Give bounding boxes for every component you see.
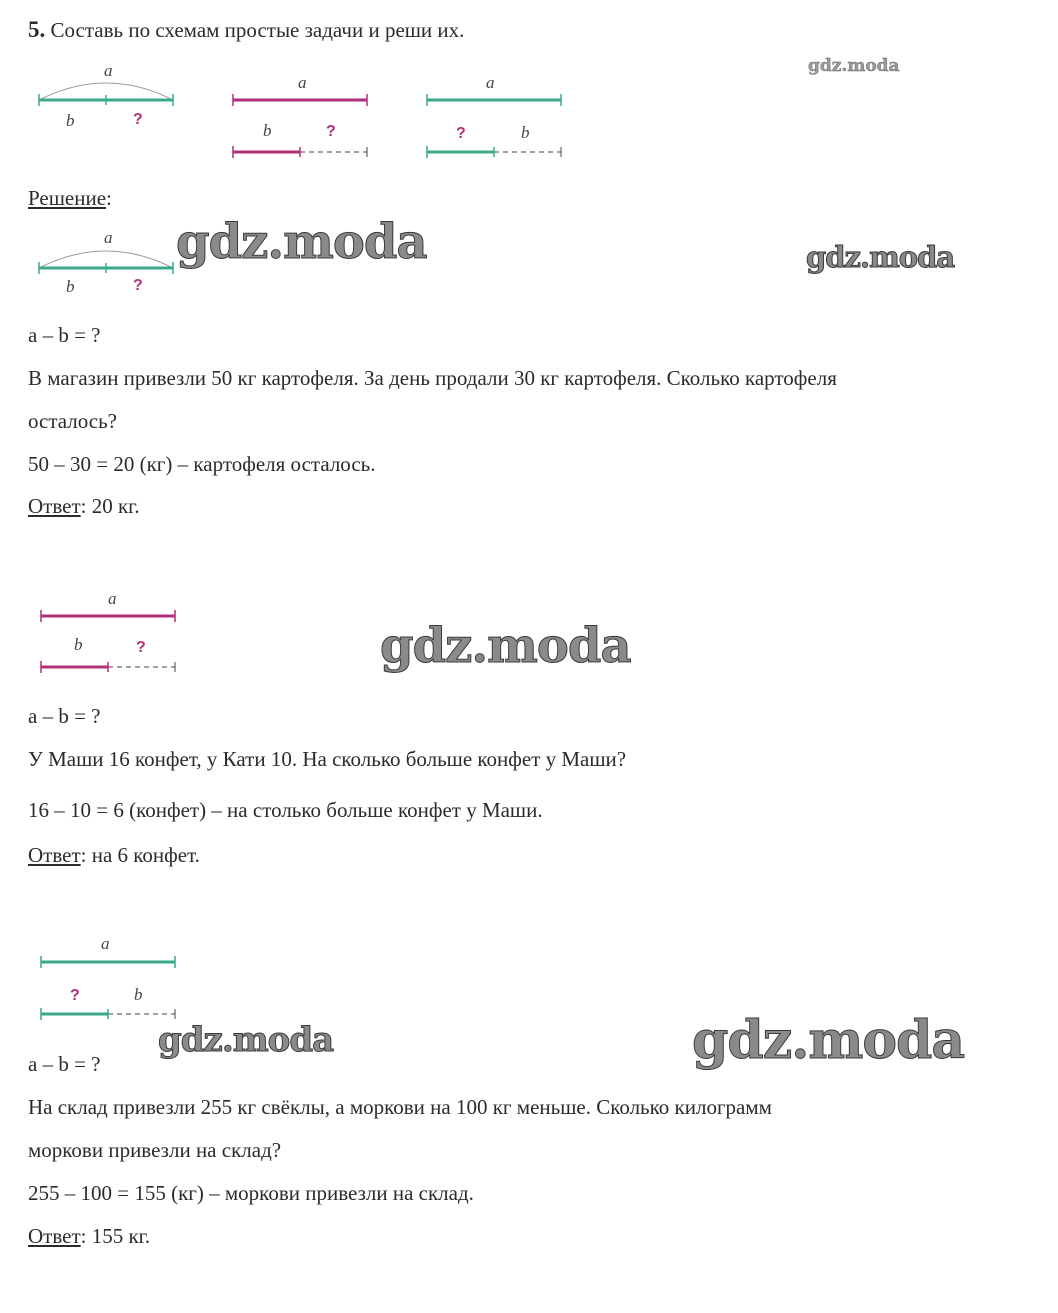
problem-3-line1: На склад привезли 255 кг свёклы, а моркови на 100 кг меньше. Сколько килограмм xyxy=(28,1095,772,1119)
problem-3-line2: моркови привезли на склад? xyxy=(28,1138,282,1162)
label-b: b xyxy=(521,123,530,142)
problem-2-line1: У Маши 16 конфет, у Кати 10. На сколько больше конфет у Маши? xyxy=(28,747,627,771)
answer-label: Ответ xyxy=(28,843,81,867)
solution-label: Решение xyxy=(28,186,107,210)
answer-2 xyxy=(28,843,200,867)
scheme-top-1 xyxy=(36,56,181,136)
label-question: ? xyxy=(133,111,143,128)
answer-value: : 155 кг. xyxy=(80,1224,151,1248)
calc-3: 255 – 100 = 155 (кг) – моркови привезли на склад. xyxy=(28,1181,474,1205)
answer-label: Ответ xyxy=(28,1224,81,1248)
problem-1-line1: В магазин привезли 50 кг картофеля. За день продали 30 кг картофеля. Сколько картофеля xyxy=(28,366,837,390)
watermark-5: gdz.moda xyxy=(692,1010,965,1071)
formula-2: a – b = ? xyxy=(28,704,101,728)
label-question: ? xyxy=(456,125,466,142)
label-question: ? xyxy=(136,639,146,656)
watermark-3: gdz.moda xyxy=(380,618,631,674)
watermark-top: gdz.moda xyxy=(808,56,900,76)
problem-1-line2: осталось? xyxy=(28,409,118,433)
label-b: b xyxy=(66,277,75,296)
label-b: b xyxy=(74,635,83,654)
answer-1 xyxy=(28,494,140,518)
calc-1: 50 – 30 = 20 (кг) – картофеля осталось. xyxy=(28,452,376,476)
label-question: ? xyxy=(326,123,336,140)
task-header xyxy=(28,18,464,42)
scheme-top-3 xyxy=(424,66,569,161)
label-a: a xyxy=(104,228,113,247)
answer-3 xyxy=(28,1224,150,1248)
formula-1: a – b = ? xyxy=(28,323,101,347)
task-prompt: Составь по схемам простые задачи и реши их. xyxy=(50,18,465,42)
scheme-part-2 xyxy=(38,584,183,679)
label-a: a xyxy=(298,73,307,92)
watermark-1: gdz.moda xyxy=(176,214,427,270)
label-b: b xyxy=(263,121,272,140)
label-a: a xyxy=(104,61,113,80)
scheme-part-1 xyxy=(36,226,181,296)
watermark-2: gdz.moda xyxy=(806,240,955,274)
label-question: ? xyxy=(133,277,143,294)
calc-2: 16 – 10 = 6 (конфет) – на столько больше конфет у Маши. xyxy=(28,798,543,822)
label-b: b xyxy=(66,111,75,130)
label-a: a xyxy=(486,73,495,92)
label-a: a xyxy=(101,934,110,953)
solution-heading: Решение: xyxy=(28,186,112,210)
answer-value: : на 6 конфет. xyxy=(80,843,200,867)
scheme-top-2 xyxy=(230,66,375,161)
task-number: 5. xyxy=(28,17,46,42)
label-a: a xyxy=(108,589,117,608)
formula-3: a – b = ? xyxy=(28,1052,101,1076)
watermark-4: gdz.moda xyxy=(158,1020,334,1060)
answer-value: : 20 кг. xyxy=(80,494,140,518)
label-question: ? xyxy=(70,987,80,1004)
scheme-part-3 xyxy=(38,930,183,1025)
label-b: b xyxy=(134,985,143,1004)
answer-label: Ответ xyxy=(28,494,81,518)
